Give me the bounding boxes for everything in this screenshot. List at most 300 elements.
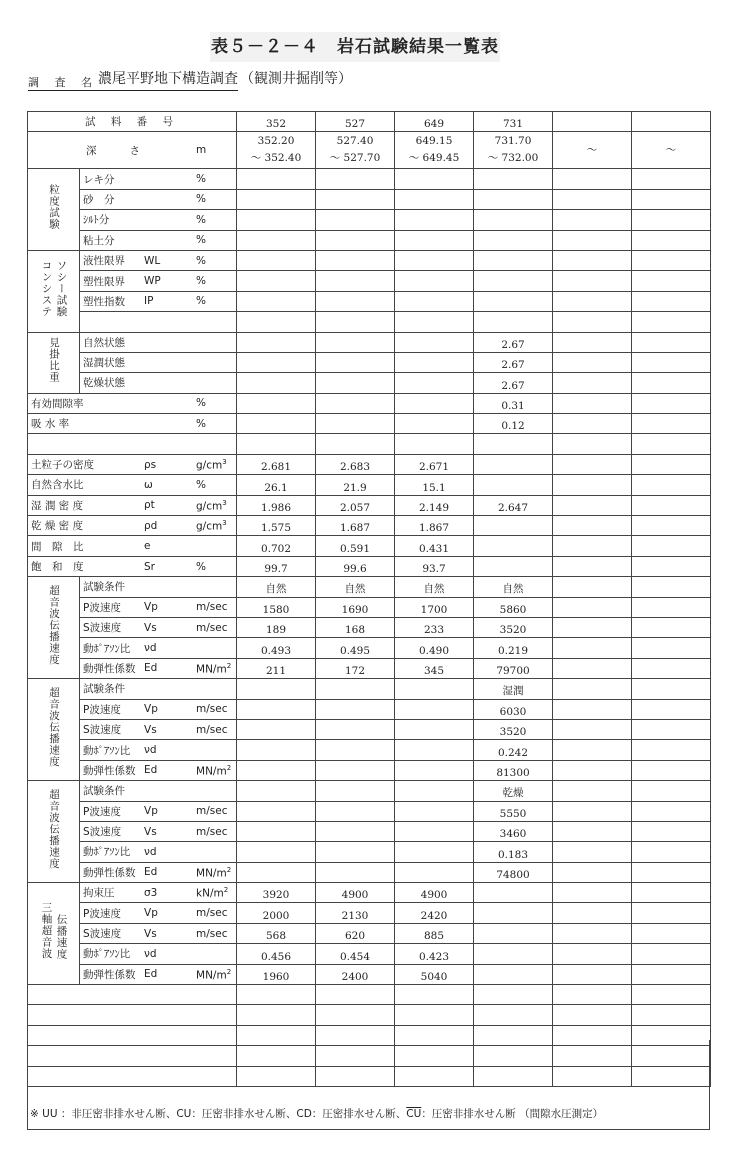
symbol: νd — [144, 845, 157, 858]
value-cell: 2.647 — [474, 495, 553, 515]
value-cell: 0.493 — [237, 638, 316, 658]
value-cell: 1.867 — [395, 516, 474, 536]
value-cell — [395, 312, 474, 332]
value-cell: 0.12 — [474, 414, 553, 434]
row-label: 試験条件 — [83, 683, 125, 696]
value-cell — [553, 821, 632, 841]
value-cell — [553, 658, 632, 678]
row-label-cell — [28, 475, 237, 495]
unit: % — [196, 254, 206, 267]
value-cell: 0.423 — [395, 944, 474, 964]
row-label-cell — [28, 414, 237, 434]
table-row — [28, 373, 711, 393]
row-label-cell — [28, 434, 237, 454]
value-cell: 93.7 — [395, 556, 474, 576]
row-label-cell — [80, 250, 237, 270]
row-label-cell: 乾 燥 密 度 ρd $g/cm^3$ — [28, 516, 237, 536]
group-ultrasonic — [28, 781, 80, 883]
unit: % — [196, 417, 206, 430]
value-cell: 湿潤 — [474, 679, 553, 699]
symbol: Vp — [144, 703, 158, 716]
value-cell — [553, 495, 632, 515]
value-cell — [237, 210, 316, 230]
value-cell — [553, 1005, 632, 1025]
value-cell: 6030 — [474, 699, 553, 719]
unit: % — [196, 478, 206, 491]
group-label-b: 三軸超音波 — [40, 902, 53, 960]
value-cell: 2.681 — [237, 454, 316, 474]
sample-number — [553, 112, 632, 132]
row-label-cell — [80, 781, 237, 801]
value-cell — [474, 434, 553, 454]
row-label-cell — [80, 291, 237, 311]
table-row — [28, 516, 711, 536]
value-cell — [474, 230, 553, 250]
value-cell — [395, 801, 474, 821]
value-cell: 3520 — [474, 617, 553, 637]
value-cell — [553, 189, 632, 209]
value-cell — [474, 475, 553, 495]
footnote — [30, 1106, 603, 1121]
value-cell — [632, 862, 711, 882]
value-cell: 2.671 — [395, 454, 474, 474]
value-cell: 345 — [395, 658, 474, 678]
value-cell — [553, 271, 632, 291]
value-cell: 568 — [237, 923, 316, 943]
table-row — [28, 801, 711, 821]
value-cell: 0.183 — [474, 842, 553, 862]
value-cell: 2420 — [395, 903, 474, 923]
row-label: 動弾性係数 — [83, 866, 136, 879]
row-label: S波速度 — [83, 724, 122, 737]
table-row — [28, 862, 711, 882]
value-cell — [237, 312, 316, 332]
value-cell: 0.431 — [395, 536, 474, 556]
depth-value — [632, 132, 711, 169]
value-cell: 3520 — [474, 719, 553, 739]
row-label-cell — [28, 985, 237, 1005]
value-cell: 21.9 — [316, 475, 395, 495]
row-label-cell — [28, 1005, 237, 1025]
table-row — [28, 719, 711, 739]
depth-value — [237, 132, 316, 169]
value-cell — [632, 821, 711, 841]
value-cell: 4900 — [316, 883, 395, 903]
row-label: 動ﾎﾟｱｿﾝ比 — [83, 948, 131, 961]
table-row — [28, 352, 711, 372]
unit: kN/m — [196, 887, 224, 900]
row-label: 間 隙 比 — [31, 540, 84, 553]
table-row — [28, 699, 711, 719]
value-cell — [553, 923, 632, 943]
value-cell: 81300 — [474, 760, 553, 780]
row-label-cell — [80, 332, 237, 352]
value-cell — [553, 434, 632, 454]
depth-label-text: 深 さ — [86, 144, 144, 157]
group-label-a: 伝播速度 — [55, 913, 68, 960]
value-cell: 1.687 — [316, 516, 395, 536]
table-row — [28, 597, 711, 617]
value-cell — [395, 699, 474, 719]
value-cell — [553, 393, 632, 413]
value-cell — [395, 189, 474, 209]
symbol: ω — [144, 478, 153, 491]
symbol: Ed — [144, 662, 158, 675]
value-cell — [237, 821, 316, 841]
value-cell — [395, 781, 474, 801]
value-cell — [632, 719, 711, 739]
value-cell — [474, 944, 553, 964]
value-cell — [237, 352, 316, 372]
depth-row — [28, 132, 711, 169]
value-cell — [553, 985, 632, 1005]
value-cell: 233 — [395, 617, 474, 637]
value-cell — [395, 821, 474, 841]
symbol: νd — [144, 744, 157, 757]
symbol: Vp — [144, 805, 158, 818]
value-cell: 26.1 — [237, 475, 316, 495]
value-cell — [316, 842, 395, 862]
unit: m/sec — [196, 621, 228, 634]
value-cell: 0.31 — [474, 393, 553, 413]
value-cell — [474, 903, 553, 923]
table-row — [28, 842, 711, 862]
table-row — [28, 454, 711, 474]
value-cell: 885 — [395, 923, 474, 943]
value-cell — [237, 250, 316, 270]
value-cell — [632, 495, 711, 515]
table-row — [28, 230, 711, 250]
depth-to: ～ — [665, 143, 677, 156]
value-cell — [632, 312, 711, 332]
value-cell — [632, 373, 711, 393]
value-cell — [237, 985, 316, 1005]
value-cell: 2.149 — [395, 495, 474, 515]
symbol: ρt — [144, 499, 155, 512]
value-cell — [395, 985, 474, 1005]
value-cell: 4900 — [395, 883, 474, 903]
value-cell — [237, 271, 316, 291]
value-cell — [316, 352, 395, 372]
value-cell — [237, 1005, 316, 1025]
unit: g/cm — [196, 520, 223, 533]
value-cell — [316, 821, 395, 841]
value-cell — [553, 801, 632, 821]
value-cell — [632, 210, 711, 230]
symbol: ρd — [144, 519, 158, 532]
value-cell — [237, 169, 316, 189]
symbol: WL — [144, 254, 161, 267]
symbol: Ed — [144, 968, 158, 981]
value-cell — [474, 189, 553, 209]
value-cell — [474, 250, 553, 270]
symbol: Vs — [144, 825, 157, 838]
value-cell: 15.1 — [395, 475, 474, 495]
value-cell: 2000 — [237, 903, 316, 923]
value-cell — [474, 312, 553, 332]
value-cell — [632, 679, 711, 699]
row-label-cell — [80, 821, 237, 841]
row-label: 塑性指数 — [83, 295, 125, 308]
value-cell: 0.495 — [316, 638, 395, 658]
value-cell — [632, 964, 711, 984]
value-cell — [474, 556, 553, 576]
value-cell — [237, 842, 316, 862]
value-cell: 2.67 — [474, 332, 553, 352]
table-row — [28, 923, 711, 943]
unit: % — [196, 275, 206, 288]
value-cell — [316, 1005, 395, 1025]
value-cell — [395, 1005, 474, 1025]
symbol: Vs — [144, 927, 157, 940]
table-row — [28, 250, 711, 270]
symbol: νd — [144, 947, 157, 960]
value-cell — [316, 985, 395, 1005]
value-cell — [316, 169, 395, 189]
unit: % — [196, 173, 206, 186]
row-label-cell — [80, 923, 237, 943]
unit: % — [196, 560, 206, 573]
row-label-cell — [28, 556, 237, 576]
value-cell — [237, 679, 316, 699]
row-label: 吸 水 率 — [31, 418, 70, 431]
value-cell — [474, 1005, 553, 1025]
value-cell — [632, 638, 711, 658]
symbol: νd — [144, 642, 157, 655]
value-cell — [237, 781, 316, 801]
value-cell — [474, 210, 553, 230]
value-cell — [553, 862, 632, 882]
value-cell — [237, 719, 316, 739]
value-cell — [553, 577, 632, 597]
value-cell — [474, 169, 553, 189]
value-cell — [395, 719, 474, 739]
value-cell — [316, 781, 395, 801]
footnote-part-a: ※ UU ：非圧密非排水せん断、CU：圧密非排水せん断、CD：圧密排水せん断、 — [30, 1108, 407, 1120]
value-cell: 5860 — [474, 597, 553, 617]
value-cell: 自然 — [474, 577, 553, 597]
group-label-b: コンシステ — [40, 259, 53, 318]
value-cell — [395, 740, 474, 760]
value-cell — [395, 291, 474, 311]
symbol: Vs — [144, 723, 157, 736]
value-cell — [474, 923, 553, 943]
row-label-cell — [80, 189, 237, 209]
row-label-cell — [80, 617, 237, 637]
value-cell: 5550 — [474, 801, 553, 821]
value-cell — [553, 230, 632, 250]
value-cell — [237, 332, 316, 352]
table-row — [28, 658, 711, 678]
value-cell — [395, 434, 474, 454]
value-cell: 211 — [237, 658, 316, 678]
value-cell — [474, 271, 553, 291]
value-cell: 1700 — [395, 597, 474, 617]
symbol: IP — [144, 295, 154, 308]
group-label: 見掛比重 — [48, 337, 60, 384]
value-cell — [632, 617, 711, 637]
group-label: 超音波伝播速度 — [48, 788, 60, 870]
row-label-cell — [80, 169, 237, 189]
depth-to: ～ 649.45 — [408, 152, 460, 165]
value-cell: 2400 — [316, 964, 395, 984]
sample-number-row — [28, 112, 711, 132]
value-cell — [395, 842, 474, 862]
value-cell: 99.6 — [316, 556, 395, 576]
row-label-cell — [80, 271, 237, 291]
row-label: ｼﾙﾄ分 — [83, 214, 110, 227]
value-cell — [395, 169, 474, 189]
value-cell — [553, 964, 632, 984]
group-consistency — [28, 250, 80, 332]
row-label-cell — [80, 801, 237, 821]
row-label: 自然状態 — [83, 336, 125, 349]
group-label: 粒度試験 — [48, 184, 60, 231]
row-label: P波速度 — [83, 805, 121, 818]
value-cell: 0.490 — [395, 638, 474, 658]
table-row — [28, 475, 711, 495]
value-cell — [316, 740, 395, 760]
table-row — [28, 495, 711, 515]
results-table — [27, 111, 711, 1087]
value-cell — [632, 597, 711, 617]
table-row — [28, 271, 711, 291]
value-cell — [553, 414, 632, 434]
row-label: 飽 和 度 — [31, 561, 84, 573]
value-cell — [316, 862, 395, 882]
value-cell — [632, 332, 711, 352]
row-label-cell: 湿 潤 密 度 ρt $g/cm^3$ — [28, 495, 237, 515]
row-label: S波速度 — [83, 928, 122, 941]
value-cell: 1960 — [237, 964, 316, 984]
depth-from: 649.15 — [415, 135, 453, 148]
row-label: S波速度 — [83, 622, 122, 635]
table-row — [28, 617, 711, 637]
value-cell — [316, 414, 395, 434]
row-label-cell — [80, 577, 237, 597]
footnote-part-c: ：圧密非排水せん断 （間隙水圧測定） — [421, 1108, 604, 1120]
value-cell — [395, 760, 474, 780]
survey-label: 調 査 名 — [28, 76, 98, 89]
unit: g/cm — [196, 459, 223, 472]
sample-number — [632, 112, 711, 132]
row-label-cell: 動弾性係数 Ed $MN/m^2$ — [80, 658, 237, 678]
table-row — [28, 169, 711, 189]
row-label: 動ﾎﾟｱｿﾝ比 — [83, 744, 131, 757]
value-cell — [553, 617, 632, 637]
value-cell — [553, 373, 632, 393]
value-cell: 5040 — [395, 964, 474, 984]
value-cell — [316, 250, 395, 270]
value-cell: 2130 — [316, 903, 395, 923]
row-label-cell — [80, 679, 237, 699]
value-cell — [632, 699, 711, 719]
value-cell — [395, 414, 474, 434]
value-cell: 1690 — [316, 597, 395, 617]
value-cell — [316, 189, 395, 209]
symbol: WP — [144, 275, 161, 288]
value-cell — [553, 169, 632, 189]
value-cell: 74800 — [474, 862, 553, 882]
value-cell — [632, 352, 711, 372]
sample-number: 352 — [237, 112, 316, 132]
value-cell: 620 — [316, 923, 395, 943]
table-row — [28, 964, 711, 984]
value-cell: 189 — [237, 617, 316, 637]
value-cell — [632, 923, 711, 943]
value-cell — [474, 964, 553, 984]
value-cell — [553, 679, 632, 699]
row-label-cell — [80, 373, 237, 393]
row-label: P波速度 — [83, 601, 121, 614]
unit: m/sec — [196, 723, 228, 736]
group-label-a: ソシー試験 — [55, 259, 68, 318]
value-cell: 自然 — [395, 577, 474, 597]
value-cell — [316, 271, 395, 291]
table-row — [28, 638, 711, 658]
value-cell — [553, 760, 632, 780]
row-label: 動ﾎﾟｱｿﾝ比 — [83, 846, 131, 859]
row-label-cell — [80, 597, 237, 617]
value-cell: 0.456 — [237, 944, 316, 964]
value-cell — [632, 883, 711, 903]
depth-label — [28, 132, 237, 169]
value-cell — [395, 332, 474, 352]
table-row — [28, 740, 711, 760]
empty-row — [28, 985, 711, 1005]
value-cell — [632, 169, 711, 189]
row-label: 粘土分 — [83, 234, 115, 247]
depth-value — [553, 132, 632, 169]
symbol: σ3 — [144, 886, 158, 899]
row-label: P波速度 — [83, 703, 121, 716]
row-label: 試験条件 — [83, 785, 125, 798]
row-label: 動弾性係数 — [83, 764, 136, 777]
unit: % — [196, 193, 206, 206]
value-cell — [553, 352, 632, 372]
row-label-cell — [80, 842, 237, 862]
value-cell: 2.057 — [316, 495, 395, 515]
group-ultrasonic — [28, 679, 80, 781]
unit: g/cm — [196, 500, 223, 513]
row-label-cell: 動弾性係数 Ed $MN/m^2$ — [80, 862, 237, 882]
value-cell — [632, 414, 711, 434]
value-cell: 0.242 — [474, 740, 553, 760]
row-label: 試験条件 — [83, 581, 125, 594]
value-cell — [553, 883, 632, 903]
value-cell: 1.575 — [237, 516, 316, 536]
value-cell — [553, 903, 632, 923]
value-cell: 0.219 — [474, 638, 553, 658]
value-cell: 2.67 — [474, 373, 553, 393]
value-cell — [474, 516, 553, 536]
value-cell: 99.7 — [237, 556, 316, 576]
sample-number: 649 — [395, 112, 474, 132]
value-cell — [237, 291, 316, 311]
group-ultrasonic — [28, 577, 80, 679]
row-label: 動弾性係数 — [83, 662, 136, 675]
value-cell — [395, 230, 474, 250]
value-cell — [553, 842, 632, 862]
value-cell: 0.591 — [316, 536, 395, 556]
row-label: 動ﾎﾟｱｿﾝ比 — [83, 642, 131, 655]
value-cell — [632, 760, 711, 780]
unit: % — [196, 234, 206, 247]
group-triaxial — [28, 883, 80, 985]
value-cell — [395, 679, 474, 699]
value-cell — [395, 210, 474, 230]
value-cell — [474, 883, 553, 903]
